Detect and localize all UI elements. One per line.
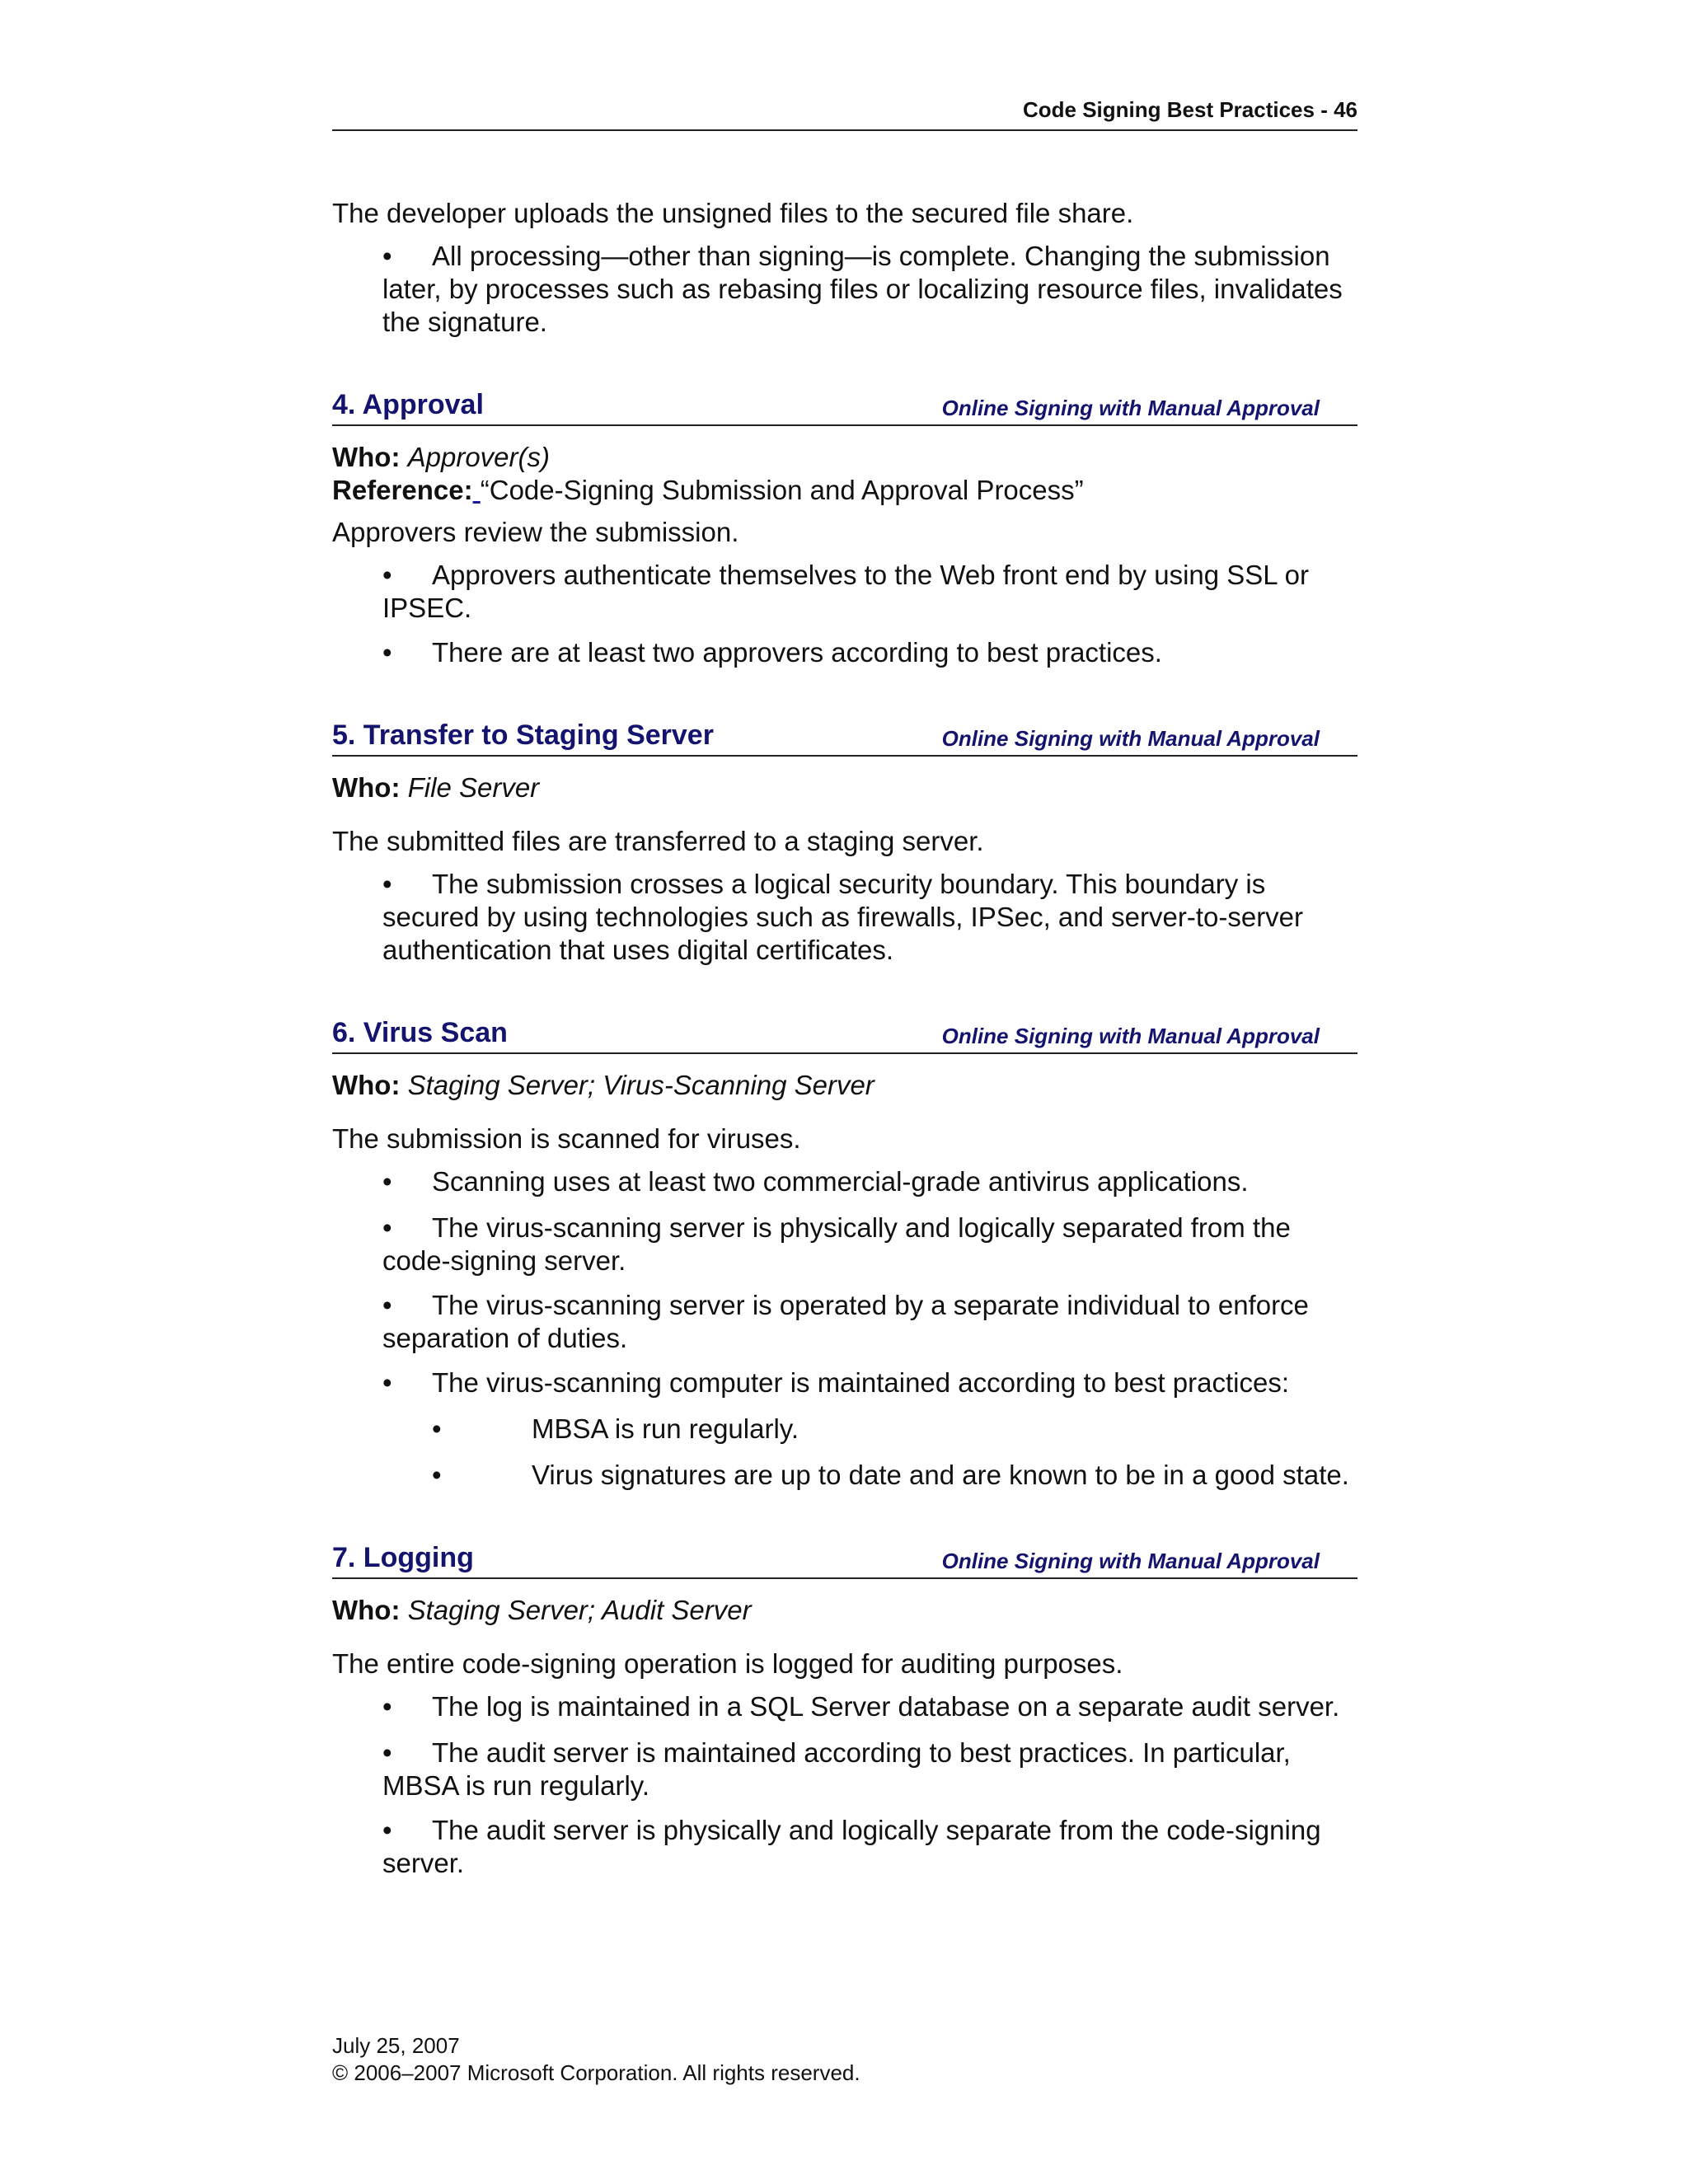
bullet-icon: •: [382, 1166, 392, 1197]
bullet-icon: •: [382, 560, 392, 590]
who-label: Who:: [332, 442, 401, 472]
sub-list-item: [432, 1459, 1357, 1492]
section-title: 7. Logging: [332, 1542, 474, 1573]
reference-line: [332, 474, 1357, 507]
footer-date: July 25, 2007: [332, 2033, 460, 2058]
reference-label: Reference:: [332, 475, 473, 505]
section-tag: Online Signing with Manual Approval: [941, 1549, 1320, 1573]
list-item: [382, 1690, 1357, 1723]
list-item-text: The audit server is physically and logically separate from the code-signing server.: [382, 1815, 1321, 1878]
bullet-icon: •: [382, 869, 392, 899]
list-item-text: Approvers authenticate themselves to the Web front end by using SSL or IPSEC.: [382, 560, 1309, 623]
list-item: [382, 868, 1357, 967]
who-label: Who:: [332, 1595, 401, 1625]
intro-text: The developer uploads the unsigned files to the secured file share.: [332, 198, 1134, 228]
who-line: [332, 1069, 1357, 1102]
list-item-text: Virus signatures are up to date and are known to be in a good state.: [532, 1460, 1349, 1490]
list-item-text: The audit server is maintained according to best practices. In particular, MBSA is run regularly.: [382, 1737, 1291, 1801]
list-item: [382, 1165, 1357, 1198]
who-label: Who:: [332, 1070, 401, 1100]
list-item-text: The virus-scanning server is operated by a separate individual to enforce separation of duties.: [382, 1290, 1309, 1353]
who-line: [332, 441, 1357, 474]
who-value: File Server: [407, 772, 540, 803]
page-footer: [332, 2032, 860, 2087]
bullet-icon: •: [382, 637, 392, 668]
section-title: 5. Transfer to Staging Server: [332, 719, 714, 751]
section-text: The submitted files are transferred to a staging server.: [332, 826, 984, 856]
bullet-icon: •: [382, 241, 392, 271]
reference-link-space[interactable]: [473, 475, 481, 505]
section-text: The entire code-signing operation is logged for auditing purposes.: [332, 1648, 1123, 1679]
reference-link[interactable]: “Code-Signing Submission and Approval Process”: [480, 475, 1084, 505]
section-text: The submission is scanned for viruses.: [332, 1123, 801, 1154]
list-item: [382, 1814, 1357, 1880]
list-item-text: MBSA is run regularly.: [532, 1413, 799, 1444]
who-line: [332, 771, 1357, 804]
section-heading: [332, 390, 1357, 426]
section-title: 6. Virus Scan: [332, 1017, 508, 1048]
section-text: Approvers review the submission.: [332, 517, 739, 547]
list-item: [382, 1289, 1357, 1355]
list-item-text: Scanning uses at least two commercial-grade antivirus applications.: [432, 1166, 1249, 1197]
page-content: [332, 196, 1357, 1880]
who-value: Staging Server; Audit Server: [407, 1595, 752, 1625]
section-tag: Online Signing with Manual Approval: [941, 396, 1320, 420]
bullet-icon: •: [432, 1413, 442, 1444]
bullet-icon: •: [382, 1737, 392, 1768]
bullet-icon: •: [382, 1691, 392, 1722]
running-header: Code Signing Best Practices - 46: [332, 97, 1357, 131]
list-item-text: The virus-scanning server is physically and logically separated from the code-signing server.: [382, 1212, 1291, 1276]
section-tag: Online Signing with Manual Approval: [941, 1024, 1320, 1048]
list-item-text: All processing—other than signing—is complete. Changing the submission later, by processes such as rebasing files or localizing resource files, invalidates the signature.: [382, 241, 1343, 337]
section-heading: [332, 1543, 1357, 1579]
who-value: Approver(s): [407, 442, 551, 472]
bullet-icon: •: [382, 1212, 392, 1243]
list-item: [382, 636, 1357, 669]
section-heading: [332, 1018, 1357, 1054]
who-label: Who:: [332, 772, 401, 803]
bullet-icon: •: [382, 1815, 392, 1845]
bullet-icon: •: [432, 1460, 442, 1490]
bullet-icon: •: [382, 1290, 392, 1320]
section-tag: Online Signing with Manual Approval: [941, 726, 1320, 751]
bullet-icon: •: [382, 1367, 392, 1398]
list-item-text: The virus-scanning computer is maintained according to best practices:: [432, 1367, 1289, 1398]
who-line: [332, 1594, 1357, 1627]
section-heading: [332, 720, 1357, 757]
who-value: Staging Server; Virus-Scanning Server: [407, 1070, 874, 1100]
list-item-text: There are at least two approvers according to best practices.: [432, 637, 1162, 668]
list-item: [382, 559, 1357, 625]
list-item-text: The log is maintained in a SQL Server database on a separate audit server.: [432, 1691, 1340, 1722]
section-title: 4. Approval: [332, 389, 484, 420]
list-item: [382, 1366, 1357, 1399]
list-item: [382, 1212, 1357, 1277]
sub-list-item: [432, 1413, 1357, 1446]
footer-copyright: © 2006–2007 Microsoft Corporation. All rights reserved.: [332, 2060, 860, 2085]
list-item: [382, 1736, 1357, 1802]
list-item-text: The submission crosses a logical security boundary. This boundary is secured by using technologies such as firewalls, IPSec, and server-to-server authentication that uses digital certificates.: [382, 869, 1304, 965]
list-item: [382, 240, 1357, 339]
